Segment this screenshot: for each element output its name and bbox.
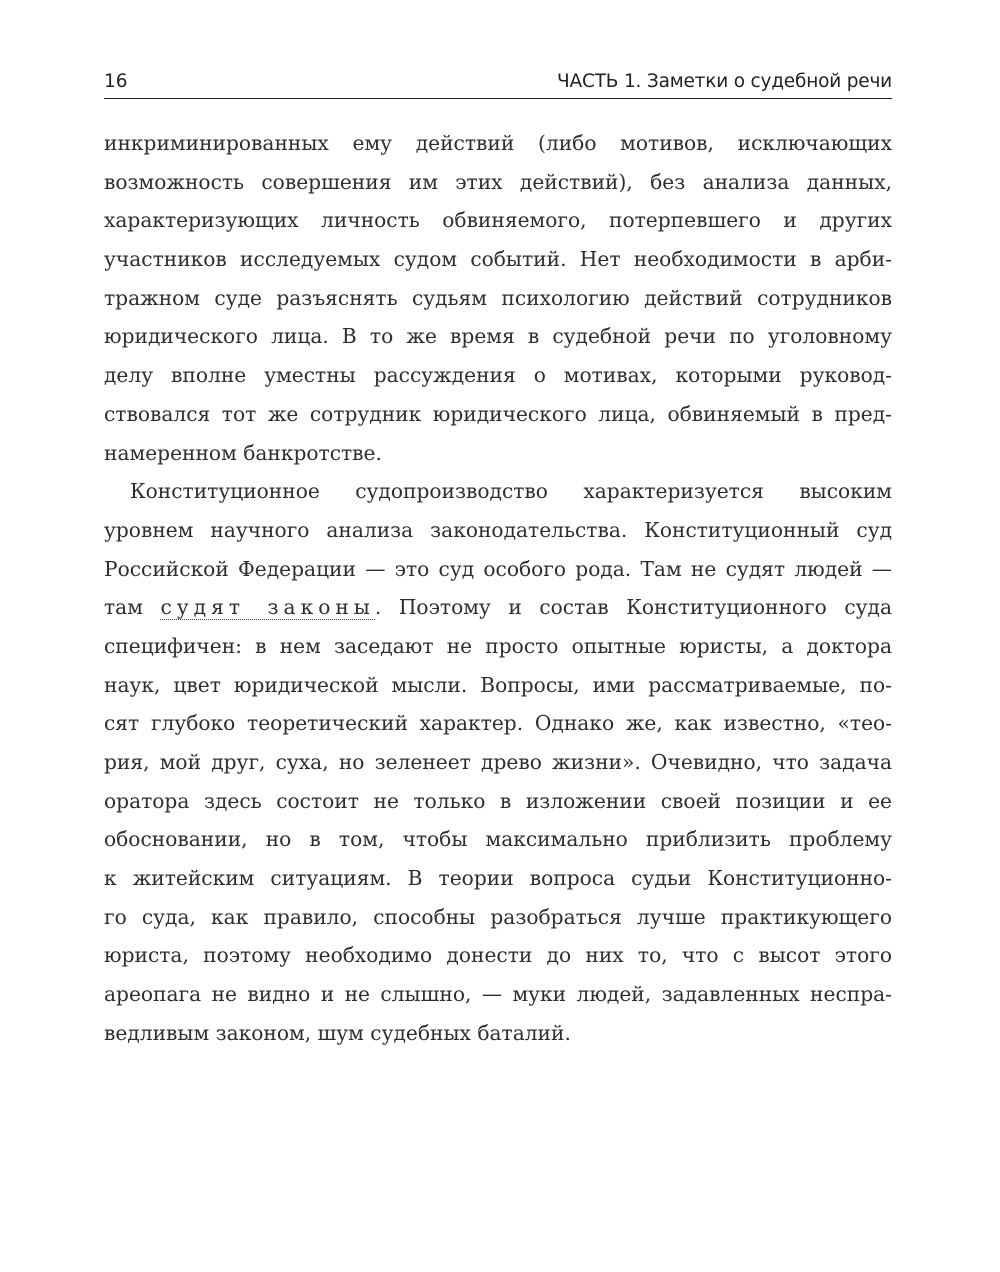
text-line: ведливым законом, шум судебных баталий.	[104, 1020, 571, 1045]
text-line: обосновании, но в том, чтобы максимально приблизить проблему	[104, 827, 892, 852]
text-line: уровнем научного анализа законодательства. Конституционный суд	[104, 517, 892, 542]
text-line: го суда, как правило, способны разобраться лучше практикующего	[104, 904, 892, 929]
running-header	[104, 68, 892, 99]
text-line: наук, цвет юридической мысли. Вопросы, ими рассматриваемые, по-	[104, 672, 892, 697]
chapter-title: ЧАСТЬ 1. Заметки о судебной речи	[557, 71, 892, 92]
paragraph-2	[104, 472, 892, 1052]
text-line	[104, 588, 892, 627]
text-line: Конституционное судопроизводство характеризуется высоким	[130, 479, 892, 504]
text-line: инкриминированных ему действий (либо мотивов, исключающих	[104, 131, 892, 155]
text-line: Российской Федерации — это суд особого рода. Там не судят людей —	[104, 556, 892, 581]
text-line: характеризующих личность обвиняемого, потерпевшего и других	[104, 208, 892, 233]
text-line: намеренном банкротстве.	[104, 440, 382, 465]
text-line: ареопага не видно и не слышно, — муки людей, задавленных неспра-	[104, 982, 892, 1007]
text-line: делу вполне уместны рассуждения о мотивах, которыми руковод-	[104, 363, 892, 388]
text-line: юриста, поэтому необходимо донести до них то, что с высот этого	[104, 943, 892, 968]
body-text	[104, 124, 892, 1053]
text-line: к житейским ситуациям. В теории вопроса судьи Конституционно-	[104, 866, 892, 891]
text-line: сят глубоко теоретический характер. Однако же, как известно, «тео-	[104, 711, 892, 736]
text-line: тражном суде разъяснять судьям психологию действий сотрудников	[104, 285, 892, 310]
paragraph-1	[104, 124, 892, 472]
text-line: рия, мой друг, суха, но зеленеет древо жизни». Очевидно, что задача	[104, 750, 892, 774]
text-line: возможность совершения им этих действий), без анализа данных,	[104, 169, 892, 194]
text-line: специфичен: в нем заседают не просто опытные юристы, а доктора	[104, 633, 892, 658]
text-line: ствовался тот же сотрудник юридического лица, обвиняемый в пред-	[104, 401, 892, 426]
text-line: участников исследуемых судом событий. Нет необходимости в арби-	[104, 247, 892, 272]
text-fragment: . Поэтому и состав Конституционного суда	[374, 595, 892, 620]
emphasized-phrase: судят законы	[160, 595, 375, 620]
page-number: 16	[104, 71, 128, 92]
text-line: оратора здесь состоит не только в изложении своей позиции и ее	[104, 788, 892, 813]
text-line: юридического лица. В то же время в судебной речи по уголовному	[104, 324, 892, 349]
text-fragment: там	[104, 595, 143, 620]
